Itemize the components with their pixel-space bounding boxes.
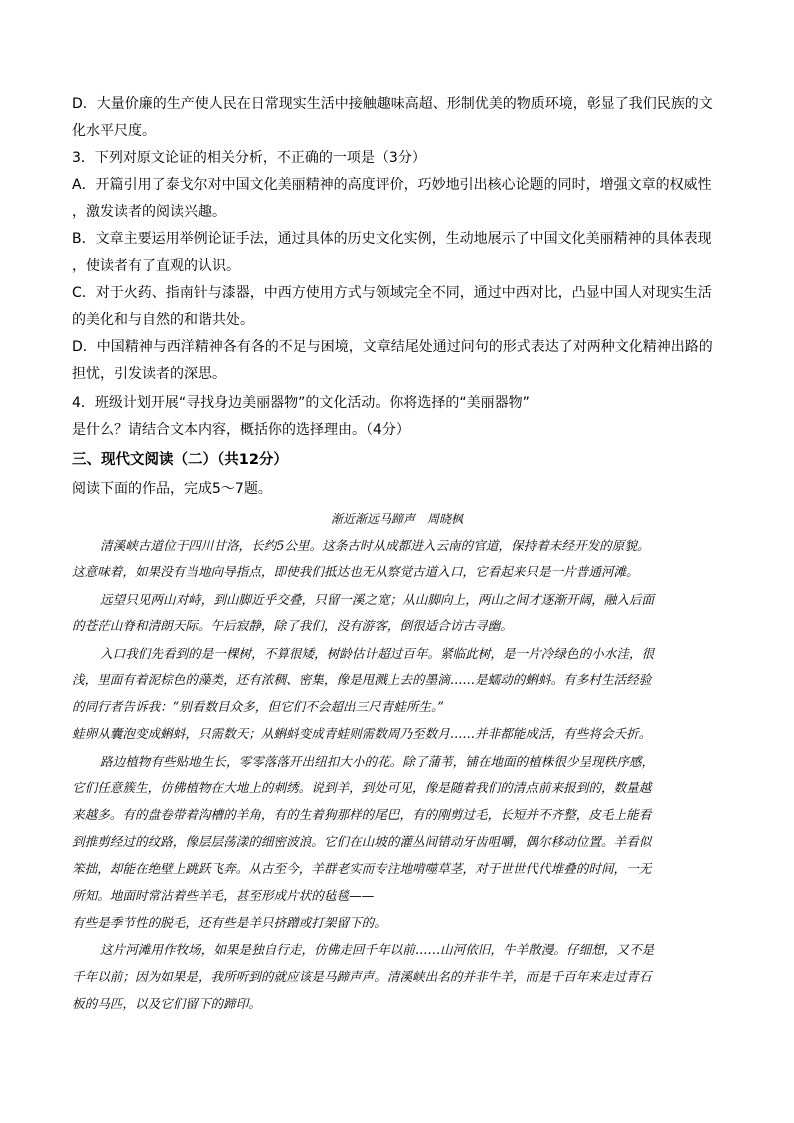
q3-stem: 3．下列对原文论证的相关分析，不正确的一项是（3分） bbox=[72, 150, 426, 166]
q4-line-1: 4．班级计划开展“寻找身边美丽器物”的文化活动。你将选择的“美丽器物” bbox=[72, 395, 530, 411]
essay-line: 到推剪经过的纹路，像层层荡漾的细密波浪。它们在山坡的灌丛间错动牙齿咀嚼，偶尔移动位置。羊看似 bbox=[72, 834, 652, 849]
q3-option-b-line-1: B．文章主要运用举例论证手法，通过具体的历史文化实例，生动地展示了中国文化美丽精神的具体表现 bbox=[72, 231, 712, 247]
essay-line: 蛙卵从囊泡变成蝌蚪，只需数天；从蝌蚪变成青蛙则需数周乃至数月……并非都能成活，有些将会夭折。 bbox=[72, 726, 652, 741]
essay-line: 清溪峡古道位于四川甘洛，长约5公里。这条古时从成都进入云南的官道，保持着未经开发的原貌。 bbox=[100, 538, 650, 553]
essay-line: 路边植物有些贴地生长，零零落落开出纽扣大小的花。除了蒲苇，铺在地面的植株很少呈现秩序感， bbox=[100, 754, 655, 769]
q3-option-c-line-1: C．对于火药、指南针与漆器，中西方使用方式与领域完全不同，通过中西对比，凸显中国人对现实生活 bbox=[72, 285, 712, 301]
essay-line: 远望只见两山对峙，到山脚近乎交叠，只留一溪之宽；从山脚向上，两山之间才逐渐开阔，融入后面 bbox=[100, 592, 655, 607]
essay-line: 的同行者告诉我：“别看数目众多，但它们不会超出三尺青蛙所生。” bbox=[72, 699, 444, 714]
q2-option-d-line-2: 化水平尺度。 bbox=[72, 123, 156, 139]
essay-line: 所知。地面时常沾着些羊毛，甚至形成片状的毡毯—— bbox=[72, 888, 375, 903]
essay-line: 这片河滩用作牧场，如果是独自行走，仿佛走回千年以前……山河依旧，牛羊散漫。仔细想，又不是 bbox=[100, 942, 655, 957]
essay-line: 的苍茫山脊和清朗天际。午后寂静，除了我们，没有游客，倒很适合访古寻幽。 bbox=[72, 618, 513, 633]
q3-option-c-line-2: 的美化和与自然的和谐共处。 bbox=[72, 312, 254, 328]
essay-line: 板的马匹，以及它们留下的蹄印。 bbox=[72, 996, 261, 1011]
essay-title: 渐近渐远马蹄声 周晓枫 bbox=[330, 512, 463, 526]
essay-line: 它们任意簇生，仿佛植物在大地上的刺绣。说到羊，到处可见，像是随着我们的清点前来报到的，数量越 bbox=[72, 780, 652, 795]
essay-line: 浅，里面有着泥棕色的藻类，还有浓稠、密集，像是甩溅上去的墨滴……是蠕动的蝌蚪。有多村生活经验 bbox=[72, 672, 652, 687]
essay-line: 入口我们先看到的是一棵树，不算很矮，树龄估计超过百年。紧临此树，是一片冷绿色的小水洼，很 bbox=[100, 646, 655, 661]
essay-line: 来越多。有的盘卷带着沟槽的羊角，有的生着狗那样的尾巴，有的刚剪过毛，长短并不齐整，皮毛上能看 bbox=[72, 807, 652, 822]
q2-option-d-line-1: D．大量价廉的生产使人民在日常现实生活中接触趣味高超、形制优美的物质环境，彰显了我们民族的文 bbox=[72, 96, 713, 112]
q3-option-d-line-1: D．中国精神与西洋精神各有各的不足与困境，文章结尾处通过问句的形式表达了对两种文化精神出路的 bbox=[72, 339, 713, 355]
essay-line: 有些是季节性的脱毛，还有些是羊只挤蹭或打架留下的。 bbox=[72, 915, 387, 930]
essay-line: 千年以前；因为如果是，我所听到的就应该是马蹄声声。清溪峡出名的并非牛羊，而是千百年来走过青石 bbox=[72, 969, 652, 984]
essay-line: 这意味着，如果没有当地向导指点，即使我们抵达也无从察觉古道入口，它看起来只是一片普通河滩。 bbox=[72, 564, 639, 579]
q3-option-a-line-1: A．开篇引用了泰戈尔对中国文化美丽精神的高度评价，巧妙地引出核心论题的同时，增强文章的权威性 bbox=[72, 177, 712, 193]
q3-option-a-line-2: ，激发读者的阅读兴趣。 bbox=[72, 204, 226, 220]
q3-option-b-line-2: ，使读者有了直观的认识。 bbox=[72, 258, 240, 274]
section-heading: 三、现代文阅读（二）（共12分） bbox=[72, 452, 288, 468]
section-instruction: 阅读下面的作品，完成5～7题。 bbox=[72, 481, 272, 497]
essay-line: 笨拙，却能在绝壁上跳跃飞奔。从古至今，羊群老实而专注地啃噬草茎，对于世世代代堆叠的时间，一无 bbox=[72, 861, 652, 876]
q4-line-2: 是什么？请结合文本内容，概括你的选择理由。（4分） bbox=[72, 422, 410, 438]
q3-option-d-line-2: 担忧，引发读者的深思。 bbox=[72, 366, 226, 382]
